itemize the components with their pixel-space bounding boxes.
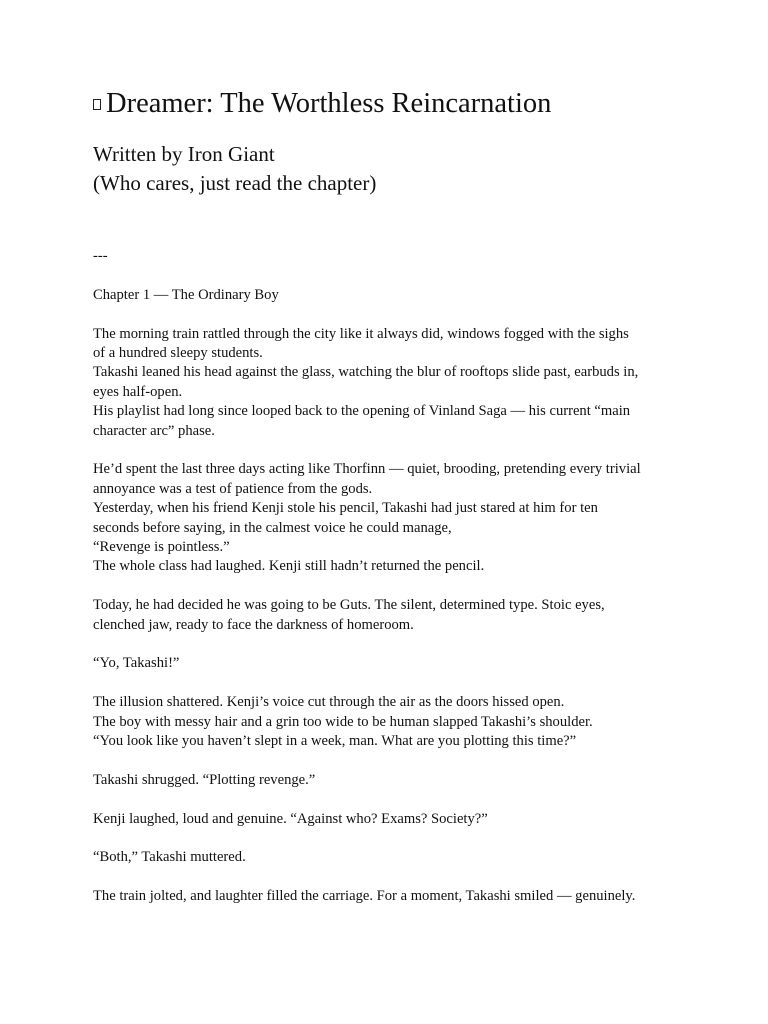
blank-line (93, 751, 683, 770)
text-line: Kenji laughed, loud and genuine. “Against who? Exams? Society?” (93, 810, 488, 827)
text-line: of a hundred sleepy students. (93, 345, 263, 361)
blank-line (93, 674, 683, 693)
blank-line (93, 266, 683, 285)
section-separator: --- (93, 248, 108, 264)
text-line: “Yo, Takashi!” (93, 655, 180, 672)
chapter-body (93, 325, 683, 907)
text-line: “Both,” Takashi muttered. (93, 849, 246, 866)
byline-block (93, 140, 683, 198)
blank-line (93, 441, 683, 460)
author-note: (Who cares, just read the chapter) (93, 171, 377, 195)
text-line: Takashi leaned his head against the glass, watching the blur of rooftops slide past, earbuds in, (93, 364, 639, 381)
text-line: “Revenge is pointless.” (93, 539, 230, 556)
text-line: Today, he had decided he was going to be Guts. The silent, determined type. Stoic eyes, (93, 597, 605, 614)
author-line: Written by Iron Giant (93, 142, 275, 166)
document-page (93, 84, 683, 907)
text-line: The whole class had laughed. Kenji still hadn’t returned the pencil. (93, 558, 485, 575)
text-line: seconds before saying, in the calmest voice he could manage, (93, 519, 452, 536)
text-line: He’d spent the last three days acting like Thorfinn — quiet, brooding, pretending every trivial (93, 461, 641, 478)
blank-line (93, 305, 683, 324)
text-line: Takashi shrugged. “Plotting revenge.” (93, 771, 316, 788)
text-line: clenched jaw, ready to face the darkness of homeroom. (93, 616, 414, 633)
text-line: The boy with messy hair and a grin too wide to be human slapped Takashi’s shoulder. (93, 713, 593, 730)
blank-line (93, 635, 683, 654)
text-line: The illusion shattered. Kenji’s voice cut through the air as the doors hissed open. (93, 694, 565, 711)
blank-line (93, 577, 683, 596)
text-line: Yesterday, when his friend Kenji stole his pencil, Takashi had just stared at him for ten (93, 500, 598, 517)
blank-line (93, 790, 683, 809)
text-line: eyes half-open. (93, 383, 183, 400)
chapter-heading: Chapter 1 — The Ordinary Boy (93, 286, 279, 303)
document-title (93, 84, 683, 124)
text-line: annoyance was a test of patience from the gods. (93, 480, 373, 497)
blank-line (93, 829, 683, 848)
text-line: The train jolted, and laughter filled the carriage. For a moment, Takashi smiled — genuinely. (93, 888, 636, 905)
blank-line (93, 868, 683, 887)
text-line: character arc” phase. (93, 422, 215, 439)
missing-glyph-icon (93, 99, 101, 110)
text-line: His playlist had long since looped back to the opening of Vinland Saga — his current “main (93, 403, 631, 420)
text-line: “You look like you haven’t slept in a week, man. What are you plotting this time?” (93, 733, 577, 750)
document-title-text: Dreamer: The Worthless Reincarnation (106, 88, 552, 119)
text-line: The morning train rattled through the city like it always did, windows fogged with the sighs (93, 325, 629, 342)
